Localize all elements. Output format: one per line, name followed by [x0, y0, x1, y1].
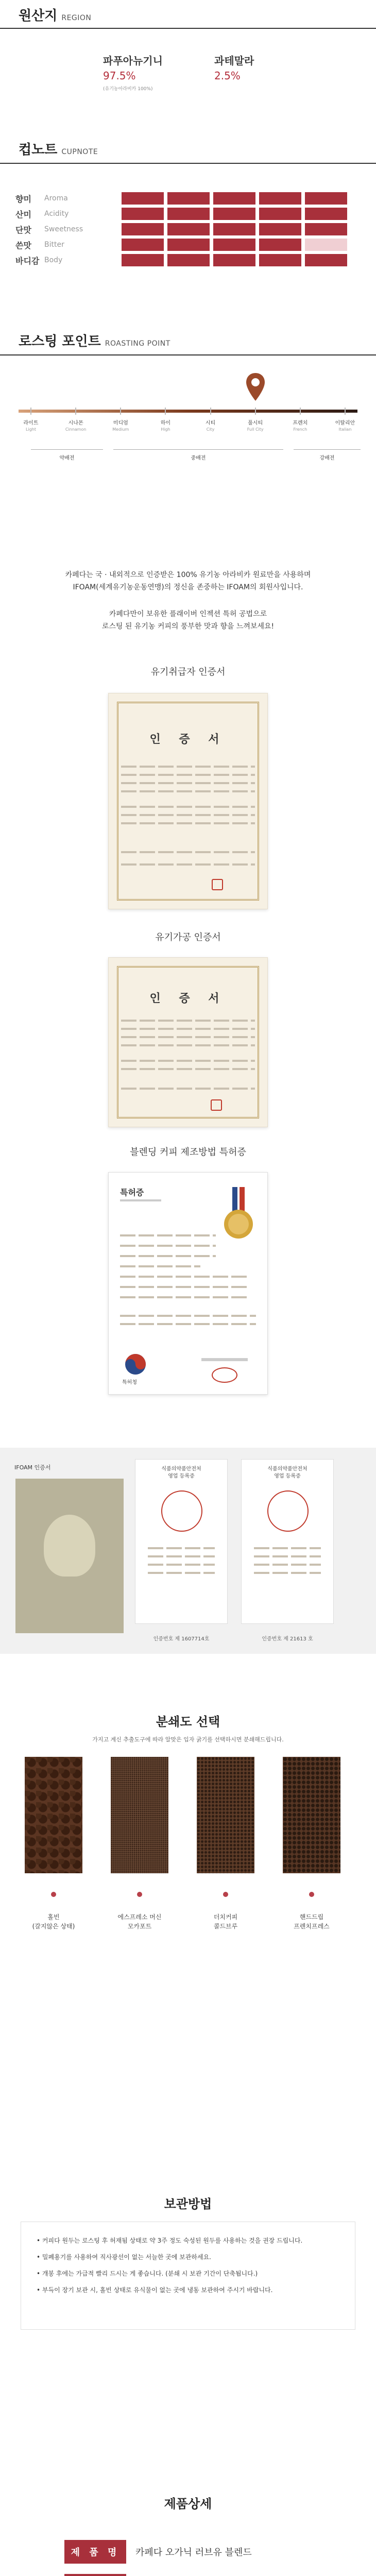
cupnote-level-bars [122, 192, 347, 205]
cupnote-level-segment [122, 208, 164, 220]
storage-item-text: 개봉 후에는 가급적 빨리 드시는 게 좋습니다. (분쇄 시 보관 기간이 단축됩니다.) [42, 2270, 258, 2277]
roast-scale-bar [19, 410, 357, 413]
cert-text-line [121, 1036, 255, 1038]
cert-handler-title: 유기취급자 인증서 [150, 667, 226, 677]
cupnote-level-bars [122, 239, 347, 251]
cupnote-label-ko: 쓴맛 [15, 240, 31, 250]
certificates-band [0, 1448, 376, 1654]
roast-group-line [113, 449, 283, 450]
roast-stop-label: 미디엄 [113, 420, 128, 426]
storage-item: • 밀폐용기를 사용하여 직사광선이 없는 서늘한 곳에 보관하세요. [37, 2253, 212, 2261]
cert-text-line [121, 806, 255, 808]
cupnote-label-en: Aroma [44, 194, 68, 202]
region-title: 원산지 [19, 8, 58, 24]
haccp-cert-title: 식품의약품안전처 영업 등록증 [161, 1466, 201, 1479]
cupnote-level-segment [213, 239, 255, 251]
cupnote-label-ko: 바디감 [15, 256, 40, 266]
roast-stop-label-en: Cinnamon [65, 427, 87, 432]
region-header [19, 5, 91, 24]
roast-tick [300, 408, 301, 415]
patent-text-line [120, 1255, 216, 1257]
region-percent: 2.5% [214, 70, 241, 82]
ifoam-cert-image [15, 1479, 124, 1633]
cert-text-line [121, 1060, 255, 1062]
ifoam-logo-shape [44, 1515, 95, 1577]
spec-value: 카페다 오가닉 러브유 블렌드 [135, 2547, 252, 2558]
cert-text-line [148, 1572, 215, 1574]
patent-title: 블렌딩 커피 제조방법 특허증 [130, 1147, 246, 1158]
roast-tick [120, 408, 121, 415]
roast-header [19, 331, 170, 350]
cupnote-title: 컵노트 [19, 142, 58, 158]
ifoam-label: IFOAM 인증서 [14, 1464, 51, 1471]
cupnote-row [15, 238, 361, 251]
region-title-en: REGION [61, 14, 92, 22]
spec-row-name [64, 2540, 312, 2564]
storage-item: • 개봉 후에는 가급적 빨리 드시는 게 좋습니다. (분쇄 시 보관 기간이 단축됩니다.) [37, 2270, 258, 2277]
cupnote-level-segment [305, 223, 347, 235]
region-divider [0, 28, 376, 29]
grind-option-espresso[interactable]: 에스프레소 머신 모카포트 [117, 1913, 162, 1930]
region-note: (유기농아라비카 100%) [103, 87, 153, 92]
cert-text-line [254, 1555, 321, 1557]
grind-option-hand-drip[interactable]: 핸드드립 프렌치프레스 [294, 1913, 330, 1930]
patent-image [108, 1172, 268, 1395]
cert-text-line [121, 766, 255, 768]
whole-bean-image [25, 1757, 82, 1873]
grind-option-cold-brew[interactable]: 더치커피 콜드브루 [213, 1913, 238, 1930]
cupnote-level-segment [259, 208, 301, 220]
haccp-cert-title: 식품의약품안전처 영업 등록증 [267, 1466, 307, 1479]
cert-processed-image [108, 957, 268, 1127]
intro-line: 카페다는 국 · 내외적으로 인증받은 100% 유기농 아라비카 원료만을 사용하며 [65, 571, 311, 579]
cert-text-line [121, 1044, 255, 1046]
cert-text-line [121, 1068, 255, 1070]
region-name: 과테말라 [214, 55, 254, 67]
cupnote-level-segment [213, 192, 255, 205]
roast-group-medium: 중배전 [191, 455, 206, 461]
cert-text-line [121, 1020, 255, 1022]
roast-title-en: ROASTING POINT [105, 340, 170, 348]
cupnote-level-segment [305, 192, 347, 205]
cert-text-line [121, 790, 255, 792]
cert-handler-image [108, 693, 268, 909]
spec-title: 제품상세 [164, 2497, 212, 2511]
region-percent: 97.5% [103, 70, 136, 82]
storage-title: 보관방법 [164, 2197, 212, 2211]
intro-line: IFOAM(세계유기농운동연맹)의 정신을 존중하는 IFOAM의 회원사입니다. [73, 583, 303, 591]
patent-office: 특허청 [122, 1380, 137, 1385]
cert-seal [212, 879, 223, 890]
roast-tick [165, 408, 166, 415]
patent-subheading-line [120, 1199, 161, 1201]
roast-stop-label: 시티 [205, 420, 216, 426]
cupnote-level-segment [259, 223, 301, 235]
roast-tick [30, 408, 31, 415]
cert-frame [117, 966, 259, 1118]
cupnote-divider [0, 163, 376, 164]
cupnote-label-en: Sweetness [44, 225, 83, 233]
cupnote-label-ko: 단맛 [15, 225, 31, 235]
patent-heading: 특허증 [120, 1188, 144, 1197]
cupnote-header [19, 139, 98, 158]
patent-text-line [120, 1265, 200, 1267]
cert-text-line [121, 782, 255, 784]
roast-stop [8, 418, 54, 432]
cert-text-line [121, 1088, 255, 1090]
roast-stop [97, 418, 144, 432]
espresso-grind-image [111, 1757, 168, 1873]
cupnote-level-bars [122, 223, 347, 235]
cert-text-line [254, 1564, 321, 1566]
region-name: 파푸아뉴기니 [103, 55, 163, 67]
storage-item-text: 부득이 장기 보관 시, 홀빈 상태로 유식물이 없는 곳에 냉동 보관하여 주시기 바랍니다. [42, 2286, 273, 2294]
cert-text-line [148, 1547, 215, 1549]
cupnote-level-segment [305, 239, 347, 251]
spec-label [64, 2574, 126, 2576]
cupnote-row [15, 192, 361, 205]
roast-stop-label-en: City [206, 427, 215, 432]
taegeuk-logo-icon [124, 1353, 147, 1376]
cert-text-line [121, 814, 255, 816]
haccp-cert-2-number: 인증번호 제 21613 호 [262, 1636, 313, 1642]
roast-tick [75, 408, 76, 415]
grind-option-dot[interactable] [309, 1892, 314, 1897]
storage-box [21, 2222, 355, 2330]
cupnote-row [15, 207, 361, 221]
roast-stop [322, 418, 368, 432]
roast-stop-label-en: High [161, 427, 170, 432]
cupnote-row [15, 253, 361, 267]
roast-stop-label-en: Light [26, 427, 36, 432]
roast-stop [53, 418, 99, 432]
roast-tick [210, 408, 211, 415]
cupnote-label-en: Bitter [44, 241, 64, 249]
intro-line: 카페다만이 보유한 플래이버 인젝션 특허 공법으로 [109, 610, 267, 618]
intro-paragraph-2 [31, 608, 345, 633]
roast-stop-label-en: Full City [247, 427, 264, 432]
hand-drip-grind-image [283, 1757, 340, 1873]
cupnote-level-bars [122, 254, 347, 266]
patent-text-line [120, 1286, 247, 1288]
haccp-seal-icon [161, 1490, 202, 1532]
cupnote-level-segment [259, 192, 301, 205]
intro-line: 로스팅 된 유기농 커피의 풍부한 맛과 향을 느껴보세요! [101, 622, 275, 631]
roast-stop-label: 이탈리안 [335, 420, 355, 426]
cupnote-label-en: Body [44, 256, 63, 264]
cupnote-level-segment [167, 223, 210, 235]
cupnote-level-segment [167, 239, 210, 251]
cupnote-label-ko: 산미 [15, 209, 31, 219]
location-pin-icon [245, 372, 266, 403]
cert-text-line [254, 1547, 321, 1549]
patent-text-line [120, 1234, 216, 1236]
cupnote-row [15, 223, 361, 236]
grind-option-whole-bean[interactable]: 홀빈 (갈지않은 상태) [32, 1913, 75, 1930]
cupnote-level-segment [122, 254, 164, 266]
cert-text-line [121, 863, 255, 866]
spec-label: 제 품 명 [64, 2540, 126, 2564]
patent-text-line [120, 1296, 247, 1298]
cupnote-label-ko: 향미 [15, 194, 31, 204]
patent-text-line [120, 1276, 247, 1278]
grind-option-dot[interactable] [223, 1892, 228, 1897]
grind-option-dot[interactable] [137, 1892, 142, 1897]
roast-group-line [294, 449, 361, 450]
cupnote-level-bars [122, 208, 347, 220]
roast-divider [0, 354, 376, 355]
roast-title: 로스팅 포인트 [19, 334, 101, 349]
cupnote-level-segment [122, 239, 164, 251]
cupnote-level-segment [305, 208, 347, 220]
region-item-guatemala [214, 53, 254, 82]
storage-item: • 커피다 원두는 로스팅 후 허재됨 상태로 약 3주 정도 숙성된 원두를 사용하는 것을 권장 드립니다. [37, 2237, 303, 2244]
roast-group-line [31, 449, 103, 450]
roast-stop [277, 418, 323, 432]
roast-stop [142, 418, 189, 432]
haccp-cert-2 [241, 1459, 334, 1624]
cupnote-level-segment [305, 254, 347, 266]
cupnote-level-segment [167, 192, 210, 205]
grind-option-dot[interactable] [51, 1892, 56, 1897]
roast-stop-label-en: Italian [338, 427, 352, 432]
cert-seal [211, 1099, 222, 1111]
haccp-seal-icon [267, 1490, 309, 1532]
roast-stop-label-en: Medium [112, 427, 129, 432]
cert-heading: 인 증 서 [149, 992, 227, 1005]
cert-text-line [148, 1555, 215, 1557]
intro-paragraph-1 [31, 569, 345, 594]
roast-stop-label: 풀시티 [248, 420, 263, 426]
cupnote-label-en: Acidity [44, 210, 69, 218]
cert-heading: 인 증 서 [149, 733, 227, 746]
roast-stop-label: 프렌치 [293, 420, 308, 426]
cert-text-line [121, 851, 255, 853]
patent-text-line [120, 1315, 256, 1317]
haccp-cert-1 [135, 1459, 228, 1624]
cold-brew-grind-image [197, 1757, 254, 1873]
cupnote-level-segment [167, 254, 210, 266]
patent-text-line [120, 1245, 216, 1247]
patent-sign-line [201, 1358, 248, 1361]
cupnote-level-segment [213, 223, 255, 235]
roast-stop-label: 시나몬 [68, 420, 83, 426]
cert-text-line [148, 1564, 215, 1566]
cupnote-title-en: CUPNOTE [61, 148, 98, 156]
storage-item-text: 커피다 원두는 로스팅 후 허재됨 상태로 약 3주 정도 숙성된 원두를 사용하는 것을 권장 드립니다. [42, 2237, 303, 2244]
roast-tick [255, 408, 256, 415]
roast-group-light: 약배전 [59, 455, 75, 461]
storage-item: • 부득이 장기 보관 시, 홀빈 상태로 유식물이 없는 곳에 냉동 보관하여 주시기 바랍니다. [37, 2286, 273, 2294]
cert-text-line [254, 1572, 321, 1574]
roast-stop [232, 418, 279, 432]
cert-text-line [121, 774, 255, 776]
patent-text-line [120, 1323, 256, 1325]
roast-stop [187, 418, 234, 432]
region-item-png [103, 53, 163, 92]
cert-text-line [121, 822, 255, 824]
spec-row-type [64, 2574, 312, 2576]
cupnote-level-segment [213, 254, 255, 266]
cupnote-level-segment [167, 208, 210, 220]
storage-item-text: 밀폐용기를 사용하여 직사광선이 없는 서늘한 곳에 보관하세요. [42, 2253, 212, 2261]
patent-stamp [212, 1367, 237, 1383]
cupnote-level-segment [259, 254, 301, 266]
cupnote-level-segment [122, 192, 164, 205]
cupnote-level-segment [213, 208, 255, 220]
roast-group-dark: 강배전 [319, 455, 335, 461]
haccp-cert-1-number: 인증번호 제 1607714호 [153, 1636, 210, 1642]
roast-tick [345, 408, 346, 415]
roast-stop-label: 하이 [160, 420, 171, 426]
cert-processed-title: 유기가공 인증서 [155, 932, 221, 943]
cupnote-level-segment [259, 239, 301, 251]
cert-text-line [121, 1028, 255, 1030]
roast-stop-label-en: French [293, 427, 307, 432]
grind-subtitle: 가지고 계신 추출도구에 따라 알맞은 입자 굵기를 선택하시면 분쇄해드립니다. [92, 1736, 284, 1743]
grind-title: 분쇄도 선택 [156, 1715, 220, 1729]
roast-stop-label: 라이트 [23, 420, 39, 426]
medal-icon [223, 1187, 254, 1244]
cupnote-level-segment [122, 223, 164, 235]
